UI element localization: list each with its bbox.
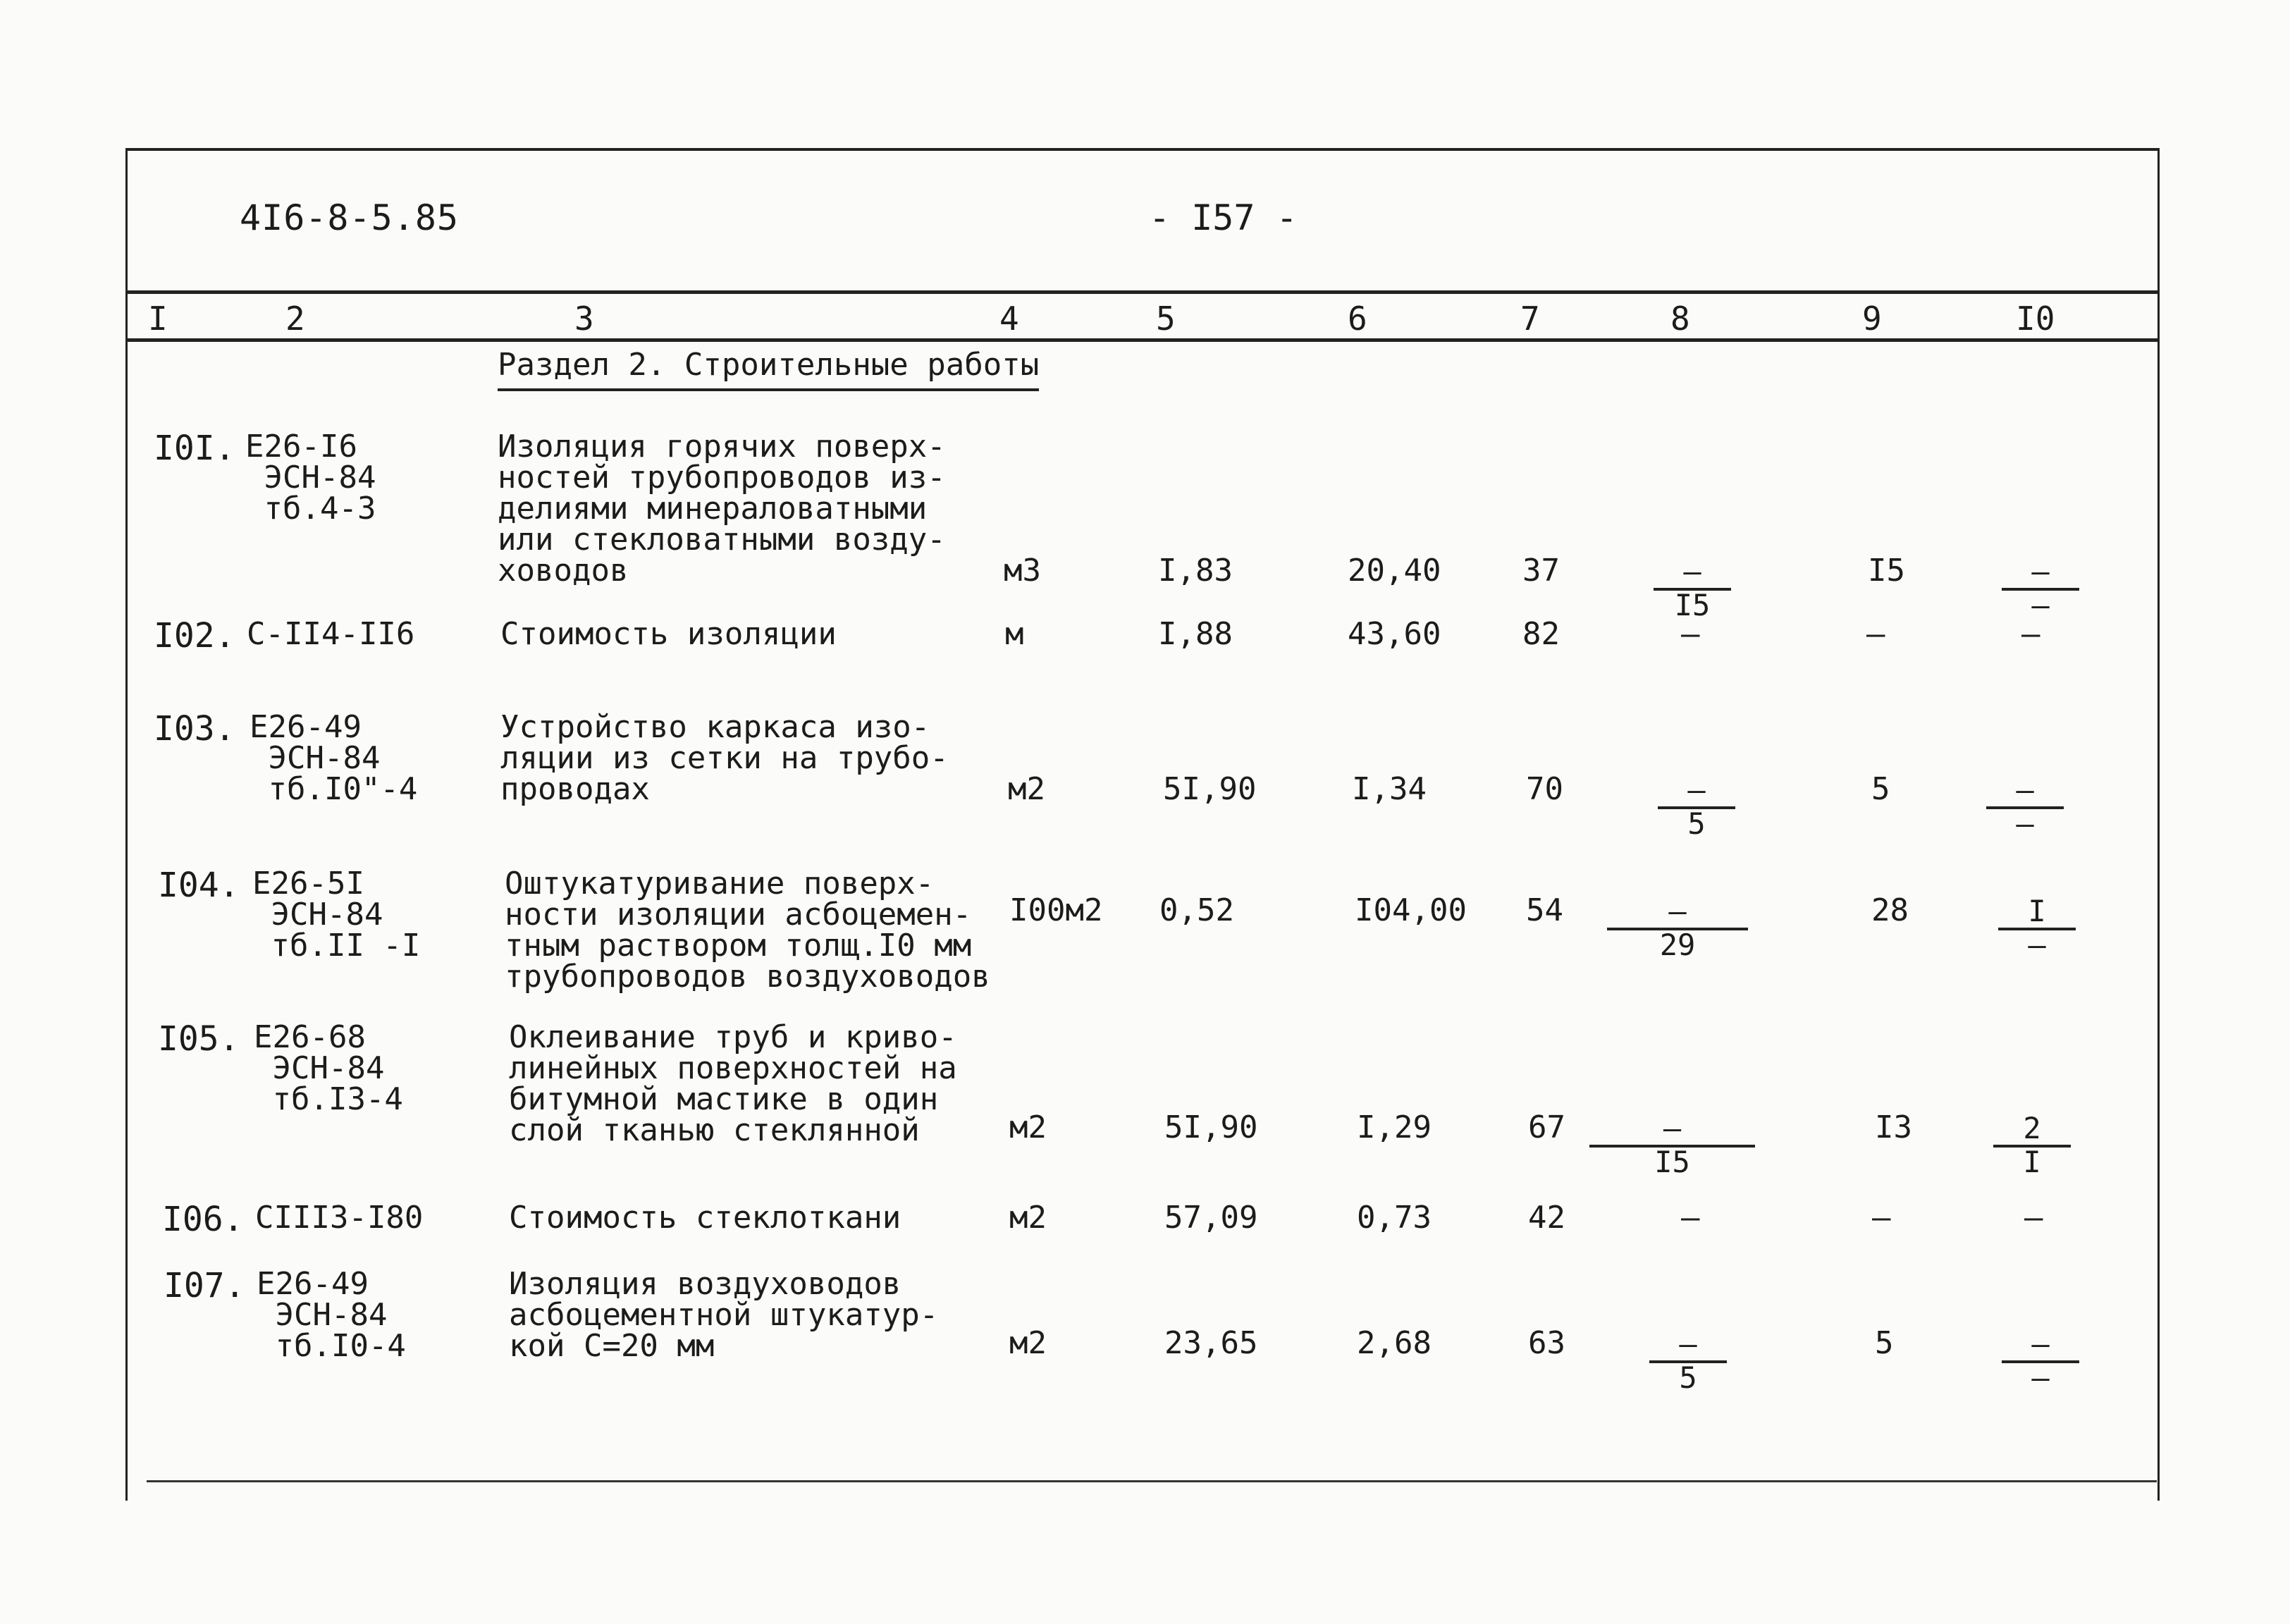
column-10-fraction [1993, 1111, 2071, 1179]
fraction-top: – [1654, 557, 1731, 591]
fraction-bottom: – [2016, 806, 2034, 841]
column-9-value: – [1872, 1200, 1891, 1236]
row-index: I05. [158, 1019, 240, 1059]
column-9-value: 28 [1871, 892, 1909, 928]
total-cost: 37 [1522, 553, 1560, 589]
work-description: Изоляция горячих поверх- ностей трубопроводов из- делиями минераловатными или стекловатными возду- ховодов [498, 429, 946, 589]
column-number: 5 [1156, 300, 1176, 338]
row-index: I02. [154, 616, 235, 656]
fraction-top: – [1658, 775, 1735, 809]
fraction-top: – [1986, 775, 2064, 809]
header-rule-top [125, 290, 2160, 294]
quantity: 23,65 [1164, 1325, 1258, 1361]
column-10-fraction [1986, 775, 2064, 840]
unit-price: I,29 [1357, 1109, 1432, 1145]
unit-price: 2,68 [1357, 1325, 1432, 1361]
row-index: I0I. [154, 429, 235, 468]
column-8-value: – [1681, 616, 1700, 652]
total-cost: 42 [1528, 1200, 1565, 1236]
page-bottom-rule [147, 1480, 2157, 1482]
quantity: I,83 [1158, 553, 1233, 589]
quantity: 57,09 [1164, 1200, 1258, 1236]
fraction-bottom: 5 [1679, 1360, 1697, 1395]
page-frame [125, 148, 2160, 1501]
column-9-value: 5 [1875, 1325, 1894, 1361]
unit: м2 [1009, 1109, 1047, 1145]
quantity: 0,52 [1159, 892, 1234, 928]
unit: м [1005, 616, 1024, 652]
fraction-bottom: I [2023, 1145, 2041, 1179]
norm-code: Е26-49 ЭСН-84 тб.I0-4 [257, 1266, 406, 1364]
norm-code: Е26-5I ЭСН-84 тб.II -I [252, 866, 421, 964]
column-number: I [148, 300, 168, 338]
fraction-bottom: – [2028, 928, 2046, 962]
column-number: 4 [999, 300, 1019, 338]
fraction-top: 2 [1993, 1114, 2071, 1148]
header-rule-bottom [125, 338, 2160, 342]
fraction-top: I [1998, 897, 2076, 930]
column-10-value: – [2021, 616, 2040, 652]
unit: I00м2 [1009, 892, 1103, 928]
fraction-bottom: – [2031, 1360, 2050, 1395]
column-8-fraction [1649, 1329, 1727, 1394]
total-cost: 54 [1526, 892, 1563, 928]
column-number: 8 [1670, 300, 1690, 338]
work-description: Стоимость изоляции [500, 616, 837, 652]
fraction-bottom: – [2031, 588, 2050, 622]
fraction-top: – [1607, 897, 1748, 930]
column-number: I0 [2016, 300, 2055, 338]
row-index: I03. [154, 709, 235, 749]
column-9-value: 5 [1871, 771, 1890, 807]
fraction-bottom: 29 [1659, 928, 1696, 962]
fraction-top: – [2002, 557, 2079, 591]
column-8-fraction [1654, 554, 1731, 622]
fraction-bottom: I5 [1674, 588, 1711, 622]
total-cost: 82 [1522, 616, 1560, 652]
norm-code: Е26-68 ЭСН-84 тб.I3-4 [254, 1019, 403, 1117]
quantity: 5I,90 [1163, 771, 1257, 807]
column-number: 3 [574, 300, 594, 338]
column-9-value: – [1866, 616, 1885, 652]
norm-code: С-II4-II6 [247, 616, 415, 652]
work-description: Изоляция воздуховодов асбоцементной штукатур- кой С=20 мм [509, 1266, 939, 1364]
column-number: 7 [1520, 300, 1540, 338]
norm-code: Е26-I6 ЭСН-84 тб.4-3 [245, 429, 376, 527]
norm-code: Е26-49 ЭСН-84 тб.I0"-4 [250, 709, 418, 807]
section-title: Раздел 2. Строительные работы [498, 347, 1039, 391]
quantity: 5I,90 [1164, 1109, 1258, 1145]
column-9-value: I3 [1875, 1109, 1912, 1145]
work-description: Оштукатуривание поверх- ности изоляции асбоцемен- тным раствором толщ.I0 мм трубопроводов воздуховодов [505, 866, 990, 995]
fraction-top: – [2002, 1329, 2079, 1363]
row-index: I06. [162, 1200, 244, 1239]
unit-price: I,34 [1352, 771, 1427, 807]
unit-price: 43,60 [1348, 616, 1441, 652]
total-cost: 63 [1528, 1325, 1565, 1361]
row-index: I07. [164, 1266, 245, 1305]
total-cost: 70 [1526, 771, 1563, 807]
work-description: Стоимость стеклоткани [509, 1200, 901, 1236]
quantity: I,88 [1158, 616, 1233, 652]
page-number: - I57 - [1149, 197, 1298, 238]
column-number: 2 [285, 300, 305, 338]
column-10-fraction [2002, 554, 2079, 622]
work-description: Оклеивание труб и криво- линейных поверхностей на битумной мастике в один слой тканью стеклянной [509, 1019, 957, 1148]
column-number: 6 [1348, 300, 1367, 338]
row-index: I04. [158, 866, 240, 905]
unit-price: I04,00 [1355, 892, 1467, 928]
column-number: 9 [1862, 300, 1882, 338]
column-10-value: – [2024, 1200, 2043, 1236]
column-8-fraction [1607, 894, 1748, 962]
column-9-value: I5 [1868, 553, 1905, 589]
fraction-bottom: 5 [1687, 806, 1706, 841]
work-description: Устройство каркаса изо- ляции из сетки на трубо- проводах [500, 709, 949, 807]
unit: м2 [1009, 1200, 1047, 1236]
unit: м2 [1009, 1325, 1047, 1361]
column-8-value: – [1681, 1200, 1700, 1236]
document-code: 4I6-8-5.85 [240, 197, 460, 238]
unit: м3 [1004, 553, 1041, 589]
column-8-fraction [1589, 1111, 1755, 1179]
column-10-fraction [2002, 1329, 2079, 1394]
total-cost: 67 [1528, 1109, 1565, 1145]
fraction-top: – [1649, 1329, 1727, 1363]
column-8-fraction [1658, 775, 1735, 840]
column-10-fraction [1998, 894, 2076, 962]
fraction-top: – [1589, 1114, 1755, 1148]
unit-price: 20,40 [1348, 553, 1441, 589]
unit: м2 [1008, 771, 1045, 807]
fraction-bottom: I5 [1654, 1145, 1690, 1179]
norm-code: СIII3-I80 [255, 1200, 424, 1236]
unit-price: 0,73 [1357, 1200, 1432, 1236]
